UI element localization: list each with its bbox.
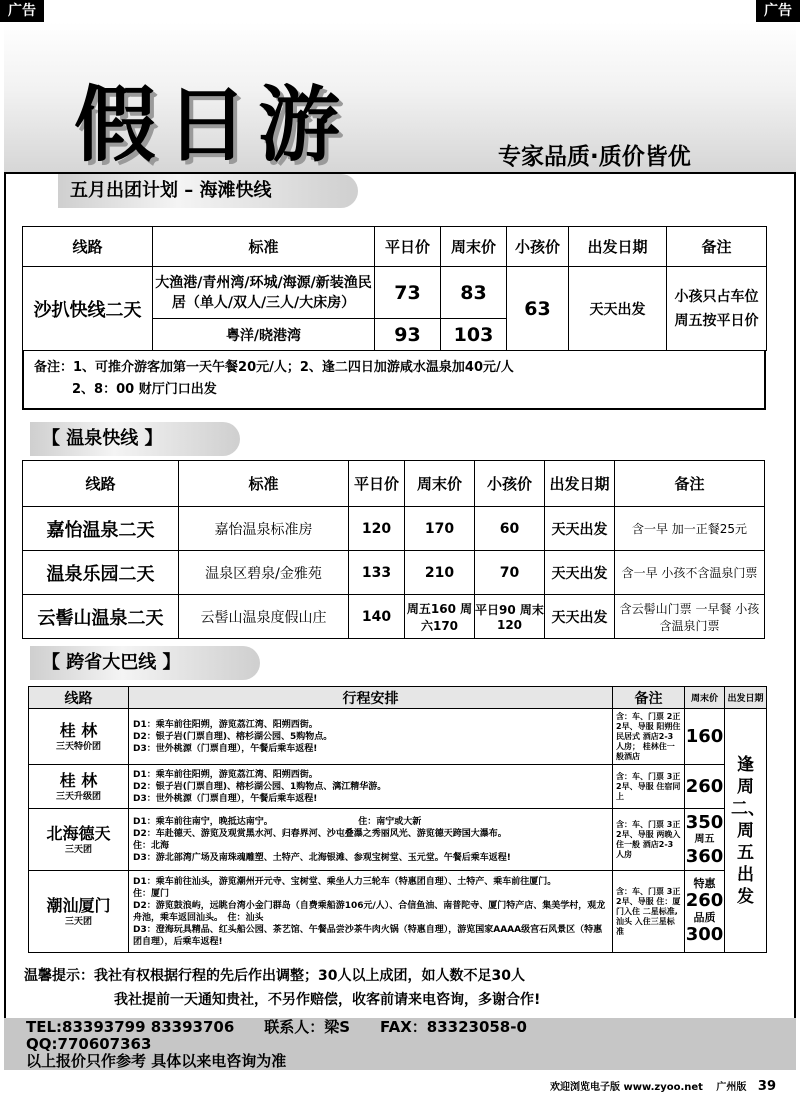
price: 350 xyxy=(685,811,724,833)
table-row xyxy=(29,765,767,809)
child-price: 60 xyxy=(475,507,545,551)
price: 260 xyxy=(685,889,724,911)
col-header: 备注 xyxy=(667,227,767,267)
route-name: 潮汕厦门 xyxy=(46,895,111,915)
bus-route-table xyxy=(28,686,767,953)
footer-site: 欢迎浏览电子版 www.zyoo.net xyxy=(550,1082,703,1093)
weekend-price: 103 xyxy=(441,319,507,351)
beach-price-table xyxy=(22,226,767,351)
ad-label-left: 广告 xyxy=(0,0,44,22)
section-title-hotspring: 【 温泉快线 】 xyxy=(30,422,240,456)
price-label: 周五 xyxy=(694,833,715,845)
table-row xyxy=(29,809,767,871)
table-row xyxy=(23,595,765,639)
page-number: 39 xyxy=(757,1079,776,1094)
route-name: 桂 林 xyxy=(59,720,98,740)
route-name: 云髻山温泉二天 xyxy=(23,595,179,639)
col-header: 周末价 xyxy=(405,461,475,507)
tips-line: 温馨提示：我社有权根据行程的先后作出调整；30人以上成团，如人数不足30人 xyxy=(24,968,525,984)
depart-date: 天天出发 xyxy=(545,507,615,551)
weekend-price: 210 xyxy=(405,551,475,595)
remark-cell: 含：车、门票 3正2早、导服 住：厦门入住 二星标准,汕头 入住三星标准 xyxy=(613,871,685,953)
depart-date: 天天出发 xyxy=(545,595,615,639)
itinerary-line: D3：世外桃源（门票自理），午餐后乘车返程! xyxy=(133,793,318,804)
route-subtitle: 三天团 xyxy=(64,844,92,855)
col-header: 平日价 xyxy=(375,227,441,267)
standard-cell: 大渔港/青州湾/环城/海源/新装渔民居（单人/双人/三人/大床房） xyxy=(153,267,375,319)
footer-edition: 广州版 xyxy=(716,1082,747,1093)
remark-line: 2、8：00 财厅门口出发 xyxy=(72,382,217,397)
weekday-price: 140 xyxy=(349,595,405,639)
table-row xyxy=(29,871,767,953)
child-price: 平日90 周末120 xyxy=(475,595,545,639)
hero-title: 假日游 xyxy=(74,78,351,173)
col-header: 线路 xyxy=(29,687,129,709)
route-name: 温泉乐园二天 xyxy=(23,551,179,595)
table-row xyxy=(23,507,765,551)
remark-cell: 含：车、门票 3正2早、导服 住宿同上 xyxy=(613,765,685,809)
col-header: 周末价 xyxy=(685,687,725,709)
itinerary-line: D2：银子岩(门票自理)、榕杉湖公园、5购物点。 xyxy=(133,731,333,742)
route-subtitle: 三天团 xyxy=(64,916,92,927)
child-price: 63 xyxy=(507,267,569,351)
price: 160 xyxy=(685,725,724,747)
weekday-price: 120 xyxy=(349,507,405,551)
depart-date: 逢周二、周五出发 xyxy=(731,754,765,907)
standard-cell: 粤洋/晓港湾 xyxy=(153,319,375,351)
col-header: 周末价 xyxy=(441,227,507,267)
weekday-price: 73 xyxy=(375,267,441,319)
col-header: 备注 xyxy=(613,687,685,709)
remark-cell: 含一早 小孩不含温泉门票 xyxy=(615,551,765,595)
route-name: 沙扒快线二天 xyxy=(23,267,153,351)
remark-cell: 小孩只占车位 周五按平日价 xyxy=(667,267,767,351)
col-header: 标准 xyxy=(153,227,375,267)
page-footer xyxy=(4,1076,796,1098)
section-title-bus: 【 跨省大巴线 】 xyxy=(30,646,260,680)
itinerary-line: D1：乘车前往阳朔，游览荔江湾、阳朔西街。 xyxy=(133,719,318,730)
remark-cell: 含：车、门票 3正2早、导服 两晚入住一般 酒店2-3人房 xyxy=(613,809,685,871)
price: 360 xyxy=(685,845,724,867)
remark-line: 备注：1、可推介游客加第一天午餐20元/人；2、逢二四日加游咸水温泉加40元/人 xyxy=(34,360,514,375)
itinerary-line: D2：银子岩(门票自理)、榕杉湖公园、1购物点、漓江精华游。 xyxy=(133,781,387,792)
itinerary-line: D3：世外桃源（门票自理），午餐后乘车返程! xyxy=(133,743,318,754)
weekend-price: 83 xyxy=(441,267,507,319)
weekend-price: 170 xyxy=(405,507,475,551)
contact-qq: QQ:770607363 xyxy=(26,1035,152,1053)
section-title-beach: 五月出团计划 – 海滩快线 xyxy=(58,174,358,208)
disclaimer: 以上报价只作参考 具体以来电咨询为准 xyxy=(26,1052,287,1070)
itinerary-line: D3：游北部湾广场及南珠魂雕塑、土特产、北海银滩、参观宝树堂、玉元堂。午餐后乘车返程! xyxy=(133,852,511,863)
depart-date: 天天出发 xyxy=(569,267,667,351)
contact-block xyxy=(4,1018,796,1070)
remark-cell: 含：车、门票 2正2早、导服 阳朔住民居式 酒店2-3人房； 桂林住一般酒店 xyxy=(613,709,685,765)
itinerary-line: D1：乘车前往阳朔，游览荔江湾、阳朔西街。 xyxy=(133,769,318,780)
price-label: 品质 xyxy=(693,910,716,924)
itinerary-line: D3：澄海玩具精品、红头船公园、茶艺馆、午餐品尝沙茶牛肉火锅（特惠自理），游览国家AAAA级宫石风景区（特惠团自理），后乘车返程! xyxy=(133,924,603,947)
standard-cell: 云髻山温泉度假山庄 xyxy=(179,595,349,639)
ad-label-right: 广告 xyxy=(756,0,800,22)
col-header: 线路 xyxy=(23,227,153,267)
tips-line: 我社提前一天通知贵社，不另作赔偿，收客前请来电咨询，多谢合作! xyxy=(114,992,541,1008)
col-header: 出发日期 xyxy=(569,227,667,267)
col-header: 出发日期 xyxy=(725,687,767,709)
col-header: 标准 xyxy=(179,461,349,507)
hero-banner xyxy=(4,22,796,174)
col-header: 出发日期 xyxy=(545,461,615,507)
standard-cell: 嘉怡温泉标准房 xyxy=(179,507,349,551)
itinerary-line: D1：乘车前往南宁，晚抵达南宁。 住：南宁或大新 xyxy=(133,816,422,827)
hotspring-price-table xyxy=(22,460,765,639)
contact-tel-fax: TEL:83393799 83393706 联系人：梁S FAX：83323058-0 xyxy=(26,1018,527,1036)
price: 300 xyxy=(685,923,724,945)
weekday-price: 133 xyxy=(349,551,405,595)
table-row xyxy=(23,551,765,595)
table-row xyxy=(29,709,767,765)
route-name: 桂 林 xyxy=(59,770,98,790)
col-header: 行程安排 xyxy=(129,687,613,709)
hero-tagline: 专家品质·质价皆优 xyxy=(498,144,691,170)
col-header: 平日价 xyxy=(349,461,405,507)
weekend-price: 周五160 周六170 xyxy=(405,595,475,639)
col-header: 小孩价 xyxy=(507,227,569,267)
price: 260 xyxy=(685,775,724,797)
route-subtitle: 三天升级团 xyxy=(55,791,101,802)
remark-cell: 含云髻山门票 一早餐 小孩含温泉门票 xyxy=(615,595,765,639)
itinerary-line: D2：车赴德天、游览及观赏黑水河、归春界河、沙屯叠瀑之秀丽风光、游览德天跨国大瀑布。 住：北海 xyxy=(133,828,611,851)
weekday-price: 93 xyxy=(375,319,441,351)
beach-remarks xyxy=(22,350,766,410)
route-name: 嘉怡温泉二天 xyxy=(23,507,179,551)
route-name: 北海德天 xyxy=(46,823,111,843)
itinerary-line: D2：游览鼓浪屿，远眺台湾小金门群岛（自费乘船游106元/人）、合信鱼油、南普陀寺、厦门特产店、集美学村，观龙舟池，乘车返回汕头。 住：汕头 xyxy=(133,900,606,923)
itinerary-line: D1：乘车前往汕头，游览潮州开元寺、宝树堂、乘坐人力三轮车（特惠团自理）、土特产、乘车前往厦门。 住：厦门 xyxy=(133,876,642,899)
route-subtitle: 三天特价团 xyxy=(55,741,101,752)
col-header: 备注 xyxy=(615,461,765,507)
depart-date: 天天出发 xyxy=(545,551,615,595)
col-header: 小孩价 xyxy=(475,461,545,507)
price-label: 特惠 xyxy=(693,876,716,890)
standard-cell: 温泉区碧泉/金雅苑 xyxy=(179,551,349,595)
tips-block xyxy=(4,964,796,1018)
child-price: 70 xyxy=(475,551,545,595)
col-header: 线路 xyxy=(23,461,179,507)
remark-cell: 含一早 加一正餐25元 xyxy=(615,507,765,551)
